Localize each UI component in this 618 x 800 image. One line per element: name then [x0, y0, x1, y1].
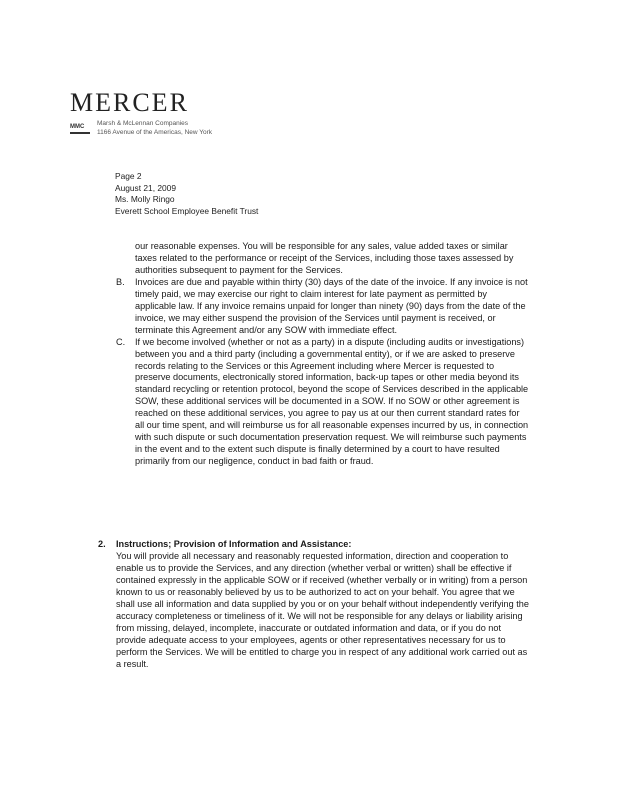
list-marker: C. [116, 336, 126, 347]
recipient-organization: Everett School Employee Benefit Trust [115, 205, 259, 216]
mmc-mark-text: MMC [70, 124, 85, 130]
list-item-text: If we become involved (whether or not as a party) in a dispute (including audits or investigations) between you and a third party (including a governmental entity), or if we are asked to preserve records relating to the Services or this Agreement including where Mercer is requested to preserve documents, electronically stored information, back-up tapes or other media beyond its standard recycling or retention protocol, beyond the scope of Services described in the applicable SOW, these additional services will be documented in a SOW. If no SOW or other agreement is reached on these additional services, you agree to pay us at our then current standard rates for all our time spent, and will reimburse us for all reasonable expenses incurred by us, in connection with such dispute or such documentation preservation request. We will reimburse such payments in the event and to the extent such dispute is finally determined by a court to have resulted primarily from our negligence, conduct in bad faith or fraud. [135, 336, 529, 467]
section-title: Instructions; Provision of Information and Assistance: [116, 539, 352, 549]
recipient-name: Ms. Molly Ringo [115, 194, 175, 205]
continuation-text: our reasonable expenses. You will be responsible for any sales, value added taxes or similar taxes related to the performance or receipt of the Services, including those taxes assessed by authorities subsequent to payment for the Services. [135, 241, 514, 275]
list-marker: B. [116, 276, 125, 287]
mmc-mark-bar [70, 132, 90, 134]
address-line-2: 1166 Avenue of the Americas, New York [97, 129, 213, 136]
list-item-c [116, 337, 530, 468]
list-item-text: Invoices are due and payable within thirty (30) days of the date of the invoice. If any invoice is not timely paid, we may exercise our right to claim interest for late payment as permitted by applicable law. If any invoice remains unpaid for longer than ninety (90) days from the date of the invoice, we may either suspend the provision of the Services until payment is received, or terminate this Agreement and/or any SOW with immediate effect. [135, 276, 528, 335]
mmc-mark-icon [70, 124, 90, 134]
mercer-logo: MERCER [70, 88, 189, 117]
section-number: 2. [98, 539, 106, 549]
letterhead-address [97, 119, 212, 137]
page-number: Page 2 [115, 171, 142, 181]
letter-header [115, 171, 258, 217]
list-item-b [116, 277, 530, 337]
letter-date: August 21, 2009 [115, 182, 177, 193]
address-line-1: Marsh & McLennan Companies [97, 120, 189, 127]
letter-body [116, 241, 530, 468]
continuation-paragraph [116, 241, 530, 277]
section-2 [98, 539, 530, 670]
section-text: You will provide all necessary and reasonably requested information, direction and cooperation to enable us to provide the Services, and any direction (whether verbal or written) shall be effective if contained expressly in the applicable SOW or if received (whether verbally or in writing) from a person known to us or reasonably believed by us to be authorized to act on your behalf. You agree that we shall use all information and data supplied by you or on your behalf without independently verifying the accuracy completeness or timeliness of it. We will not be responsible for any delays or liability arising from missing, delayed, incomplete, inaccurate or outdated information and data, or if you do not provide adequate access to your employees, agents or other representatives necessary for us to perform the Services. We will be entitled to charge you in respect of any additional work carried out as a result. [116, 550, 529, 669]
